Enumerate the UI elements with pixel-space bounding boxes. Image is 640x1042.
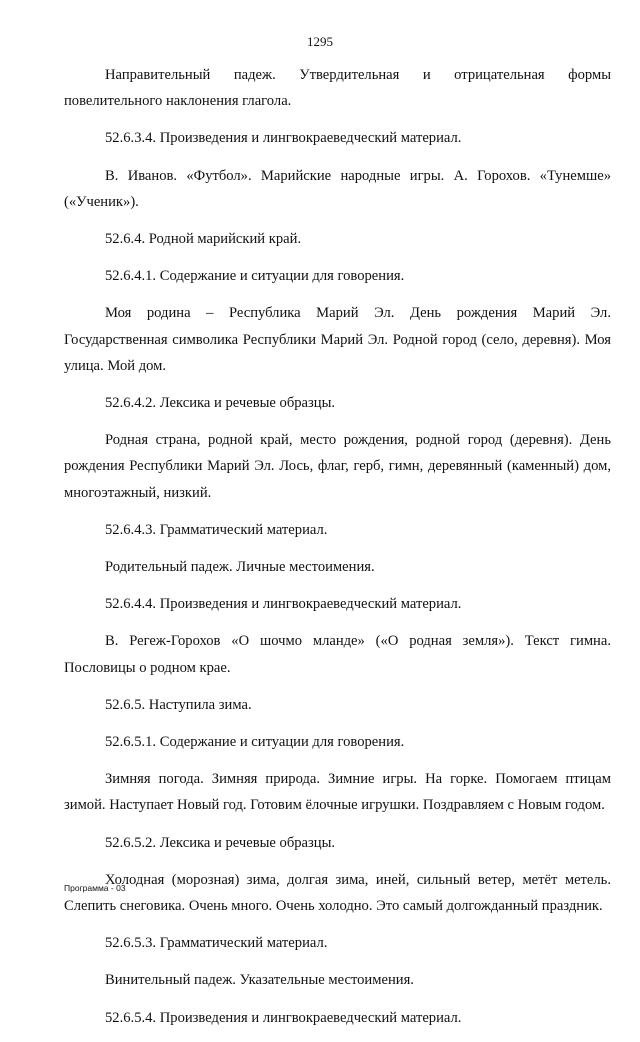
section-heading: 52.6.5.1. Содержание и ситуации для говорения. (105, 734, 405, 751)
section-heading: 52.6.5.2. Лексика и речевые образцы. (105, 834, 336, 851)
paragraph: Родная страна, родной край, место рождения, родной город (деревня). День рождения Республики Марий Эл. Лось, флаг, герб, гимн, деревянный (каменный) дом, многоэтажный, низкий. (64, 432, 611, 501)
paragraph: Направительный падеж. Утвердительная и отрицательная формы повелительного наклонения глагола. (64, 67, 611, 110)
section-heading: 52.6.4.1. Содержание и ситуации для говорения. (105, 268, 405, 285)
paragraph: Моя родина – Республика Марий Эл. День рождения Марий Эл. Государственная символика Республики Марий Эл. Родной город (село, деревня). Моя улица. Мой дом. (64, 305, 611, 374)
section-heading: 52.6.5.4. Произведения и лингвокраеведческий материал. (105, 1009, 462, 1026)
paragraph: Зимняя погода. Зимняя природа. Зимние игры. На горке. Помогаем птицам зимой. Наступает Новый год. Готовим ёлочные игрушки. Поздравляем с Новым годом. (64, 771, 611, 814)
paragraph: Винительный падеж. Указательные местоимения. (105, 972, 414, 989)
paragraph: В. Регеж-Горохов «О шочмо мланде» («О родная земля»). Текст гимна. Пословицы о родном крае. (64, 633, 611, 676)
section-heading: 52.6.4.2. Лексика и речевые образцы. (105, 395, 336, 412)
paragraph: Холодная (морозная) зима, долгая зима, иней, сильный ветер, метёт метель. Слепить снеговика. Очень много. Очень холодно. Это самый долгожданный праздник. (64, 871, 611, 915)
section-heading: 52.6.4.4. Произведения и лингвокраеведческий материал. (105, 596, 462, 613)
paragraph: В. Иванов. «Футбол». Марийские народные игры. А. Горохов. «Тунемше» («Ученик»). (64, 167, 611, 210)
section-heading: 52.6.3.4. Произведения и лингвокраеведческий материал. (105, 130, 462, 147)
paragraph: Родительный падеж. Личные местоимения. (105, 559, 375, 576)
body-text (64, 62, 611, 1042)
section-heading: 52.6.4.3. Грамматический материал. (105, 521, 328, 538)
section-heading: 52.6.4. Родной марийский край. (105, 231, 302, 248)
footer-label: Программа - 03 (64, 883, 126, 893)
section-heading: 52.6.5.3. Грамматический материал. (105, 935, 328, 952)
page-number: 1295 (307, 34, 333, 49)
section-heading: 52.6.5. Наступила зима. (105, 696, 252, 713)
